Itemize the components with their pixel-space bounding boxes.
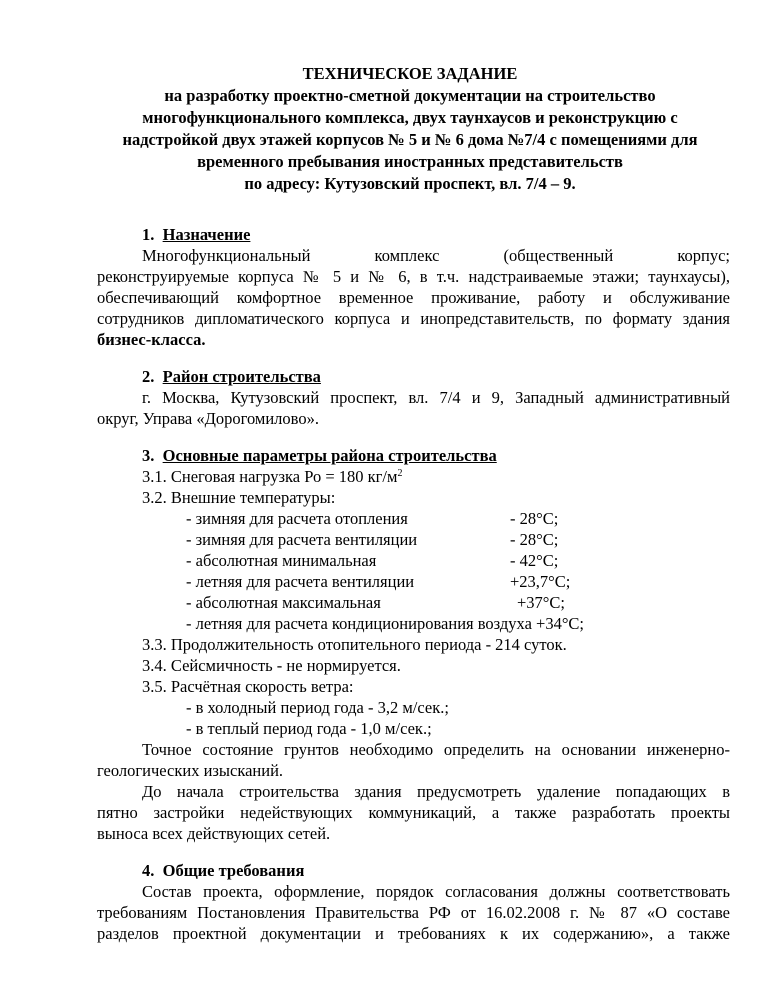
param-3-2: 3.2. Внешние температуры: <box>142 488 336 507</box>
title-line: временного пребывания иностранных представительств <box>197 152 623 171</box>
section-number: 1. <box>142 225 155 244</box>
temp-value: +23,7°С; <box>510 572 571 591</box>
s1-line-4: сотрудников дипломатического корпуса и инопредставительств, по формату здания <box>97 309 730 328</box>
section-title: Общие требования <box>162 861 305 880</box>
word: корпус; <box>677 246 730 265</box>
temp-label: - абсолютная максимальная <box>186 593 381 612</box>
temp-label: - зимняя для расчета вентиляции <box>186 530 418 549</box>
section-title: Район строительства <box>162 367 321 386</box>
word: комплекс <box>374 246 440 265</box>
temp-value: - 42°С; <box>510 551 559 570</box>
temp-label: - летняя для расчета кондиционирования воздуха +34°С; <box>186 614 585 633</box>
title-line: по адресу: Кутузовский проспект, вл. 7/4 – 9. <box>244 174 576 193</box>
temp-label: - зимняя для расчета отопления <box>186 509 408 528</box>
superscript: 2 <box>397 468 403 479</box>
title-main: ТЕХНИЧЕСКОЕ ЗАДАНИЕ <box>302 64 518 83</box>
section-number: 4. <box>142 861 155 880</box>
demo-line-3: выноса всех действующих сетей. <box>97 824 331 843</box>
s4-line-2: требованиям Постановления Правительства РФ от 16.02.2008 г. № 87 «О составе <box>97 903 730 922</box>
section-2-heading <box>142 367 321 387</box>
soil-line-2: геологических изысканий. <box>97 761 284 780</box>
section-4-heading <box>142 861 304 881</box>
temp-value: - 28°С; <box>510 509 559 528</box>
temp-label: - абсолютная минимальная <box>186 551 377 570</box>
param-3-4: 3.4. Сейсмичность - не нормируется. <box>142 656 401 675</box>
wind-warm: - в теплый период года - 1,0 м/сек.; <box>186 719 432 738</box>
word: Многофункциональный <box>142 246 311 265</box>
demo-line-2: пятно застройки недействующих коммуникаций, а также разработать проекты <box>97 803 730 822</box>
s4-line-3: разделов проектной документации и требованиях к их содержанию», а также <box>97 924 730 943</box>
document-title <box>90 63 730 195</box>
temp-value: - 28°С; <box>510 530 559 549</box>
title-line: надстройкой двух этажей корпусов № 5 и № 6 дома №7/4 с помещениями для <box>122 130 698 149</box>
param-3-5: 3.5. Расчётная скорость ветра: <box>142 677 354 696</box>
section-3-heading <box>142 446 497 466</box>
section-title: Основные параметры района строительства <box>162 446 497 465</box>
soil-line-1: Точное состояние грунтов необходимо определить на основании инженерно- <box>142 740 730 759</box>
temp-value: +37°С; <box>517 593 565 612</box>
section-1-heading <box>142 225 250 245</box>
param-3-3: 3.3. Продолжительность отопительного периода - 214 суток. <box>142 635 567 654</box>
s1-line-3: обеспечивающий комфортное временное проживание, работу и обслуживание <box>97 288 730 307</box>
temp-label: - летняя для расчета вентиляции <box>186 572 415 591</box>
s1-line-5: бизнес-класса. <box>97 330 206 349</box>
s1-line-1 <box>142 246 730 266</box>
section-number: 2. <box>142 367 155 386</box>
s1-line-2: реконструируемые корпуса № 5 и № 6, в т.ч. надстраиваемые этажи; таунхаусы), <box>97 267 730 286</box>
param-text: 3.1. Снеговая нагрузка Ро = 180 кг/м <box>142 467 398 486</box>
section-title: Назначение <box>162 225 251 244</box>
section-number: 3. <box>142 446 155 465</box>
param-3-1 <box>142 467 402 487</box>
word: (общественный <box>503 246 614 265</box>
wind-cold: - в холодный период года - 3,2 м/сек.; <box>186 698 449 717</box>
demo-line-1: До начала строительства здания предусмотреть удаление попадающих в <box>142 782 730 801</box>
s2-line-2: округ, Управа «Дорогомилово». <box>97 409 319 428</box>
s4-line-1: Состав проекта, оформление, порядок согласования должны соответствовать <box>142 882 730 901</box>
title-line: на разработку проектно-сметной документации на строительство <box>164 86 656 105</box>
s2-line-1: г. Москва, Кутузовский проспект, вл. 7/4 и 9, Западный административный <box>142 388 730 407</box>
title-line: многофункционального комплекса, двух таунхаусов и реконструкцию с <box>142 108 678 127</box>
